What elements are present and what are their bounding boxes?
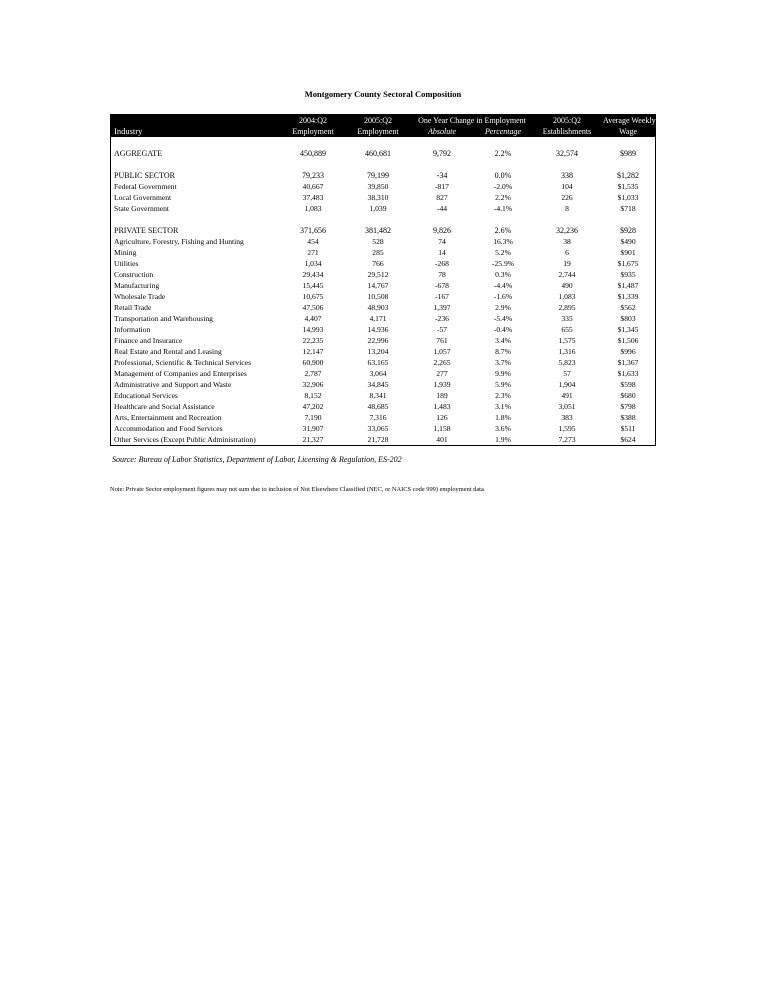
cell-est: 2,744 [558, 270, 576, 279]
cell-abs: 78 [438, 270, 446, 279]
cell-e2004: 271 [307, 248, 319, 257]
cell-wage: $1,535 [617, 182, 639, 191]
cell-wage: $562 [620, 303, 636, 312]
cell-est: 335 [561, 314, 573, 323]
table-row [111, 225, 655, 236]
header-wage-line2: Wage [601, 126, 655, 137]
table-row [111, 346, 655, 357]
cell-est: 655 [561, 325, 573, 334]
cell-est: 32,574 [556, 149, 579, 158]
cell-wage: $928 [620, 226, 637, 235]
cell-e2005: 21,728 [367, 435, 389, 444]
table-row [111, 335, 655, 346]
cell-abs: 1,397 [433, 303, 451, 312]
spacer-row [111, 214, 655, 225]
header-absolute: Absolute [411, 126, 473, 137]
cell-name: Retail Trade [114, 303, 152, 312]
cell-e2004: 29,434 [302, 270, 324, 279]
cell-pct: 3.6% [495, 424, 511, 433]
cell-pct: -2.0% [493, 182, 513, 191]
cell-e2004: 4,407 [304, 314, 322, 323]
note-line: Note: Private Sector employment figures may not sum due to inclusion of Not Elsewhere Classified (NEC, or NAICS code 999) employment data. [110, 486, 486, 493]
table-header [111, 115, 655, 137]
cell-wage: $1,033 [617, 193, 639, 202]
cell-abs: 401 [436, 435, 448, 444]
table-row [111, 423, 655, 434]
cell-pct: 5.2% [495, 248, 511, 257]
cell-abs: -817 [435, 182, 449, 191]
cell-est: 6 [565, 248, 569, 257]
cell-e2004: 31,907 [302, 424, 324, 433]
spacer-row [111, 159, 655, 170]
cell-e2005: 10,508 [367, 292, 389, 301]
cell-e2005: 29,512 [367, 270, 389, 279]
cell-name: Management of Companies and Enterprises [114, 369, 247, 378]
cell-est: 2,895 [558, 303, 576, 312]
cell-est: 57 [563, 369, 571, 378]
cell-e2005: 8,341 [369, 391, 387, 400]
cell-name: Educational Services [114, 391, 178, 400]
cell-wage: $1,487 [617, 281, 639, 290]
cell-abs: 761 [436, 336, 448, 345]
cell-name: Accommodation and Food Services [114, 424, 223, 433]
cell-e2004: 37,483 [302, 193, 324, 202]
cell-pct: 2.3% [495, 391, 511, 400]
table-row [111, 434, 655, 445]
cell-wage: $989 [620, 149, 637, 158]
cell-wage: $1,633 [617, 369, 639, 378]
cell-abs: 74 [438, 237, 446, 246]
cell-name: Construction [114, 270, 154, 279]
cell-abs: -236 [435, 314, 449, 323]
cell-pct: 2.2% [494, 149, 512, 158]
cell-e2004: 21,327 [302, 435, 324, 444]
cell-pct: -0.4% [493, 325, 513, 334]
cell-pct: 2.9% [495, 303, 511, 312]
header-emp2004-line1: 2004:Q2 [281, 115, 345, 126]
cell-pct: 8.7% [495, 347, 511, 356]
table-row [111, 401, 655, 412]
cell-e2004: 14,993 [302, 325, 324, 334]
table-row [111, 247, 655, 258]
cell-e2005: 14,767 [367, 281, 389, 290]
cell-pct: 5.9% [495, 380, 511, 389]
table-row [111, 280, 655, 291]
cell-est: 1,083 [558, 292, 576, 301]
table-row [111, 412, 655, 423]
cell-e2005: 38,310 [367, 193, 389, 202]
header-est-line1: 2005:Q2 [533, 115, 601, 126]
cell-pct: -25.9% [491, 259, 515, 268]
table-body [111, 137, 655, 445]
header-percentage: Percentage [473, 126, 533, 137]
cell-e2005: 39,850 [367, 182, 389, 191]
header-emp2005-line2: Employment [345, 126, 411, 137]
cell-wage: $901 [620, 248, 636, 257]
cell-e2005: 79,199 [367, 171, 389, 180]
cell-abs: -678 [435, 281, 449, 290]
table-row [111, 313, 655, 324]
table-row [111, 148, 655, 159]
cell-abs: -34 [436, 171, 448, 180]
cell-abs: 277 [436, 369, 448, 378]
cell-abs: -44 [436, 204, 448, 213]
cell-e2005: 7,316 [369, 413, 387, 422]
table-row [111, 390, 655, 401]
cell-wage: $1,282 [617, 171, 640, 180]
header-industry: Industry [111, 126, 281, 137]
table-row [111, 302, 655, 313]
cell-abs: 1,939 [433, 380, 451, 389]
cell-name: State Government [114, 204, 170, 213]
table-row [111, 368, 655, 379]
cell-e2004: 32,906 [302, 380, 324, 389]
cell-e2005: 48,685 [367, 402, 389, 411]
cell-est: 1,316 [558, 347, 576, 356]
cell-e2005: 4,171 [369, 314, 387, 323]
cell-e2005: 22,996 [367, 336, 389, 345]
header-est-line2: Establishments [533, 126, 601, 137]
spacer-row [111, 137, 655, 148]
cell-wage: $490 [620, 237, 636, 246]
cell-e2004: 7,190 [304, 413, 322, 422]
cell-name: Other Services (Except Public Administration) [114, 435, 256, 444]
table-row [111, 236, 655, 247]
cell-wage: $511 [620, 424, 636, 433]
cell-abs: 1,158 [433, 424, 451, 433]
cell-pct: 1.8% [495, 413, 511, 422]
cell-e2005: 1,039 [369, 204, 387, 213]
cell-name: Real Estate and Rental and Leasing [114, 347, 222, 356]
cell-name: Manufacturing [114, 281, 160, 290]
cell-est: 1,595 [558, 424, 576, 433]
table-row [111, 258, 655, 269]
cell-e2005: 285 [372, 248, 384, 257]
cell-wage: $996 [620, 347, 636, 356]
cell-pct: 0.3% [495, 270, 511, 279]
cell-e2004: 371,656 [300, 226, 326, 235]
cell-name: PUBLIC SECTOR [114, 171, 175, 180]
cell-name: Local Government [114, 193, 172, 202]
sectoral-table [110, 114, 656, 446]
cell-e2005: 766 [372, 259, 384, 268]
cell-pct: 3.4% [495, 336, 511, 345]
cell-abs: 126 [436, 413, 448, 422]
cell-wage: $718 [620, 204, 636, 213]
header-emp2005-line1: 2005:Q2 [345, 115, 411, 126]
table-row [111, 291, 655, 302]
cell-e2005: 528 [372, 237, 384, 246]
cell-abs: -268 [435, 259, 449, 268]
cell-est: 8 [565, 204, 569, 213]
cell-abs: -57 [436, 325, 448, 334]
cell-abs: 1,483 [433, 402, 451, 411]
cell-e2005: 14,936 [367, 325, 389, 334]
cell-e2005: 33,065 [367, 424, 389, 433]
cell-wage: $1,339 [617, 292, 639, 301]
cell-abs: 1,057 [433, 347, 451, 356]
cell-e2005: 48,903 [367, 303, 389, 312]
cell-abs: 9,792 [433, 149, 451, 158]
cell-e2004: 454 [307, 237, 319, 246]
table-row [111, 203, 655, 214]
table-row [111, 269, 655, 280]
cell-name: Wholesale Trade [114, 292, 166, 301]
cell-e2005: 460,681 [365, 149, 391, 158]
cell-wage: $1,675 [617, 259, 639, 268]
cell-est: 226 [561, 193, 573, 202]
table-row [111, 379, 655, 390]
cell-name: Finance and Insurance [114, 336, 183, 345]
table-title: Montgomery County Sectoral Composition [304, 89, 462, 99]
cell-est: 19 [563, 259, 571, 268]
cell-wage: $803 [620, 314, 636, 323]
cell-pct: -4.1% [493, 204, 513, 213]
cell-e2005: 63,165 [367, 358, 389, 367]
cell-pct: 1.9% [495, 435, 511, 444]
cell-e2005: 34,845 [367, 380, 389, 389]
cell-est: 1,904 [558, 380, 576, 389]
cell-est: 491 [561, 391, 573, 400]
cell-name: Utilities [114, 259, 139, 268]
cell-name: Professional, Scientific & Technical Services [114, 358, 252, 367]
cell-e2004: 1,083 [304, 204, 322, 213]
cell-e2004: 1,034 [304, 259, 322, 268]
table-row [111, 181, 655, 192]
cell-est: 104 [561, 182, 573, 191]
cell-e2004: 2,787 [304, 369, 322, 378]
table-row [111, 170, 655, 181]
cell-pct: 9.9% [495, 369, 511, 378]
cell-e2004: 60,900 [302, 358, 324, 367]
header-change-group: One Year Change in Employment [411, 115, 533, 126]
cell-name: Administrative and Support and Waste [114, 380, 232, 389]
cell-e2004: 8,152 [304, 391, 322, 400]
table-row [111, 357, 655, 368]
cell-abs: 189 [436, 391, 448, 400]
cell-name: PRIVATE SECTOR [114, 226, 179, 235]
cell-wage: $624 [620, 435, 636, 444]
source-line: Source: Bureau of Labor Statistics, Department of Labor, Licensing & Regulation, ES-202 [112, 455, 402, 464]
cell-pct: 3.7% [495, 358, 511, 367]
cell-wage: $935 [620, 270, 636, 279]
cell-pct: -1.6% [493, 292, 513, 301]
cell-wage: $680 [620, 391, 636, 400]
cell-wage: $388 [620, 413, 636, 422]
cell-abs: -167 [435, 292, 449, 301]
cell-e2004: 47,202 [302, 402, 324, 411]
cell-name: Information [114, 325, 151, 334]
cell-est: 32,236 [556, 226, 579, 235]
cell-abs: 2,265 [433, 358, 451, 367]
cell-pct: -4.4% [493, 281, 513, 290]
header-emp2004-line2: Employment [281, 126, 345, 137]
cell-abs: 14 [438, 248, 446, 257]
cell-pct: 16.3% [493, 237, 513, 246]
cell-est: 383 [561, 413, 573, 422]
cell-e2005: 3,064 [369, 369, 387, 378]
cell-name: Healthcare and Social Assistance [114, 402, 215, 411]
cell-pct: 2.2% [495, 193, 511, 202]
cell-est: 5,823 [558, 358, 576, 367]
table-row [111, 192, 655, 203]
cell-e2004: 15,445 [302, 281, 324, 290]
cell-pct: 0.0% [494, 171, 512, 180]
cell-e2004: 47,506 [302, 303, 324, 312]
cell-e2004: 79,233 [302, 171, 324, 180]
header-wage-line1: Average Weekly [603, 116, 656, 125]
cell-wage: $1,506 [617, 336, 639, 345]
cell-name: Federal Government [114, 182, 177, 191]
cell-e2004: 450,889 [300, 149, 326, 158]
cell-name: Mining [114, 248, 137, 257]
cell-est: 338 [561, 171, 574, 180]
cell-est: 3,051 [558, 402, 576, 411]
cell-name: Arts, Entertainment and Recreation [114, 413, 222, 422]
cell-wage: $798 [620, 402, 636, 411]
cell-name: Transportation and Warehousing [114, 314, 213, 323]
cell-est: 490 [561, 281, 573, 290]
cell-name: AGGREGATE [114, 149, 162, 158]
cell-est: 7,273 [558, 435, 576, 444]
cell-pct: 3.1% [495, 402, 511, 411]
cell-e2004: 40,667 [302, 182, 324, 191]
table-row [111, 324, 655, 335]
cell-e2004: 22,235 [302, 336, 324, 345]
cell-abs: 9,826 [433, 226, 451, 235]
cell-e2004: 12,147 [302, 347, 324, 356]
cell-pct: 2.6% [494, 226, 512, 235]
header-blank [111, 115, 281, 126]
cell-wage: $1,367 [617, 358, 639, 367]
cell-e2005: 13,204 [367, 347, 389, 356]
cell-e2004: 10,675 [302, 292, 324, 301]
cell-e2005: 381,482 [365, 226, 391, 235]
cell-wage: $598 [620, 380, 636, 389]
cell-wage: $1,345 [617, 325, 639, 334]
cell-name: Agriculture, Forestry, Fishing and Hunting [114, 237, 244, 246]
cell-est: 38 [563, 237, 571, 246]
cell-abs: 827 [436, 193, 448, 202]
cell-est: 1,575 [558, 336, 576, 345]
cell-pct: -5.4% [493, 314, 513, 323]
